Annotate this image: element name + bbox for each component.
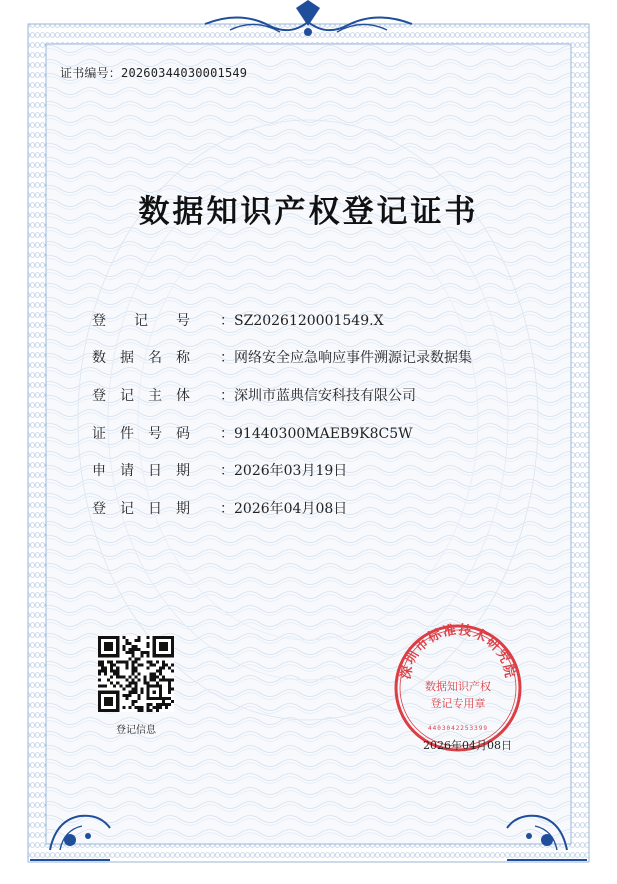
field-label: 数 据 名 称 bbox=[92, 350, 190, 366]
field-label: 申 请 日 期 bbox=[92, 463, 190, 479]
field-colon: ： bbox=[220, 313, 234, 329]
field-value: 2026年03月19日 bbox=[234, 463, 348, 479]
issue-date: 2026年04月08日 bbox=[423, 739, 512, 752]
field-colon: ： bbox=[220, 350, 234, 366]
certificate-number-label: 证书编号： bbox=[60, 66, 122, 80]
field-value: 深圳市蓝典信安科技有限公司 bbox=[234, 388, 416, 404]
field-row-registration-date bbox=[92, 498, 347, 518]
field-value: 2026年04月08日 bbox=[234, 501, 348, 517]
field-label: 登 记 主 体 bbox=[92, 388, 190, 404]
field-row-id-number bbox=[92, 423, 413, 443]
field-colon: ： bbox=[220, 426, 234, 442]
seal-outer-text: 深圳市标准技术研究院 bbox=[398, 622, 518, 681]
certificate-number bbox=[60, 64, 247, 81]
seal-inner-line2: 登记专用章 bbox=[430, 697, 486, 710]
svg-text:深圳市标准技术研究院 bbox=[398, 622, 518, 680]
certificate-number-value: 20260344030001549 bbox=[121, 66, 248, 80]
seal-serial: 4403042253399 bbox=[428, 725, 488, 732]
certificate-title: 数据知识产权登记证书 bbox=[138, 194, 479, 230]
field-label: 登 记 号 bbox=[92, 313, 190, 329]
official-seal bbox=[392, 622, 524, 754]
field-label: 登 记 日 期 bbox=[92, 501, 190, 517]
field-row-application-date bbox=[92, 460, 347, 480]
qr-code[interactable] bbox=[98, 636, 174, 712]
field-value: 网络安全应急响应事件溯源记录数据集 bbox=[234, 350, 472, 366]
field-colon: ： bbox=[220, 388, 234, 404]
seal-inner-line1: 数据知识产权 bbox=[425, 680, 491, 693]
field-label: 证 件 号 码 bbox=[92, 426, 190, 442]
field-colon: ： bbox=[220, 463, 234, 479]
field-colon: ： bbox=[220, 501, 234, 517]
field-value: SZ2026120001549.X bbox=[234, 313, 384, 329]
qr-caption: 登记信息 bbox=[116, 725, 156, 736]
field-row-registrant bbox=[92, 385, 416, 405]
field-value: 91440300MAEB9K8C5W bbox=[234, 426, 413, 442]
qr-code-image bbox=[98, 636, 174, 712]
field-row-registration-number bbox=[92, 310, 384, 330]
field-row-data-name bbox=[92, 347, 472, 367]
